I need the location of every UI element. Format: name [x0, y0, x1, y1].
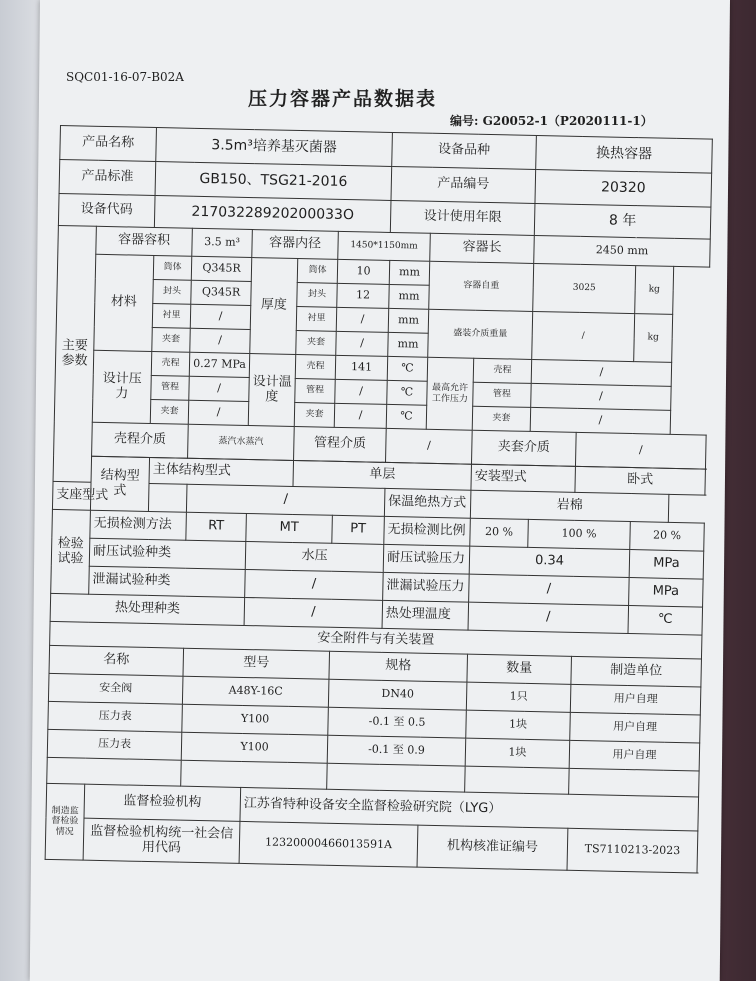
- value-standard: GB150、TSG21-2016: [155, 162, 392, 201]
- value-charge: /: [532, 311, 635, 361]
- label-leak-test-p: 泄漏试验压力: [383, 572, 470, 602]
- value-jacket-medium: /: [575, 432, 706, 469]
- safety-cell: Y100: [181, 732, 328, 763]
- ndt-ratio-1: 20 %: [470, 518, 529, 547]
- th-value: 10: [337, 259, 390, 284]
- label-press-test-p: 耐压试验压力: [383, 544, 470, 574]
- press-value: 0.27 MPa: [189, 352, 249, 377]
- temp-part: 管程: [295, 378, 335, 403]
- safety-cell: DN40: [328, 679, 467, 710]
- label-pressure: 设计压力: [92, 350, 152, 423]
- label-main-params: 主要参数: [53, 225, 96, 482]
- value-shell-medium: 蒸汽水蒸汽: [188, 424, 295, 460]
- value-main-type: 单层: [293, 460, 472, 490]
- safety-cell: 用户自理: [570, 712, 701, 743]
- unit-weight: kg: [635, 266, 674, 315]
- document-title: 压力容器产品数据表: [248, 88, 438, 110]
- safety-cell: Y100: [182, 704, 329, 735]
- value-press-test: 水压: [245, 541, 384, 572]
- th-part: 衬里: [296, 306, 336, 331]
- value-category: 换热容器: [536, 135, 713, 173]
- ndt-method-mt: MT: [246, 513, 333, 543]
- th-part: 夹套: [296, 330, 336, 355]
- label-charge: 盛装介质重量: [428, 309, 533, 359]
- label-weight: 容器自重: [429, 261, 534, 311]
- value-heat: /: [244, 597, 383, 628]
- value-code: 21703228920200033O: [154, 196, 391, 233]
- mat-part: 筒体: [153, 255, 191, 280]
- temp-unit: ℃: [387, 380, 427, 405]
- safety-cell: -0.1 至 0.5: [328, 707, 467, 738]
- label-install: 安装型式: [471, 464, 576, 492]
- unit-leak-test-p: MPa: [629, 578, 704, 608]
- label-thickness: 厚度: [250, 258, 298, 355]
- label-shell-medium: 壳程介质: [92, 422, 189, 458]
- unit-heat-temp: ℃: [628, 606, 703, 636]
- label-leak-test: 泄漏试验种类: [89, 566, 246, 597]
- label-standard: 产品标准: [59, 160, 156, 196]
- allow-value: /: [531, 383, 671, 410]
- serial-number: 编号: G20052-1（P2020111-1）: [450, 114, 653, 128]
- ndt-method-pt: PT: [332, 515, 385, 544]
- temp-unit: ℃: [387, 356, 427, 381]
- label-volume: 容器容积: [96, 226, 193, 256]
- label-support: 支座型式: [52, 481, 187, 512]
- value-cert: TS7110213-2023: [567, 828, 698, 873]
- mat-part: 夹套: [152, 327, 190, 352]
- th-unit: mm: [388, 332, 428, 357]
- safety-cell: 用户自理: [570, 684, 701, 715]
- label-agency: 监督检验机构: [84, 784, 241, 821]
- value-heat-temp: /: [468, 602, 629, 633]
- th-value: /: [336, 307, 389, 332]
- label-press-test: 耐压试验种类: [89, 538, 246, 569]
- unit-charge: kg: [634, 314, 673, 363]
- document-code: SQC01-16-07-B02A: [66, 70, 184, 84]
- press-part: 夹套: [150, 399, 188, 424]
- allow-part: 壳程: [473, 358, 531, 383]
- th-part: 封头: [297, 283, 337, 308]
- safety-cell: A48Y-16C: [182, 676, 329, 707]
- safety-cell: 安全阀: [48, 673, 183, 704]
- temp-part: 夹套: [294, 402, 334, 427]
- value-credit: 12320000466013591A: [239, 821, 418, 867]
- label-supervision: 制造监督检验情况: [45, 783, 85, 860]
- label-material: 材料: [94, 254, 154, 351]
- value-volume: 3.5 m³: [192, 228, 253, 257]
- value-diameter: 1450*1150mm: [338, 231, 431, 261]
- safety-header: 数量: [467, 654, 572, 684]
- ndt-ratio-2: 100 %: [528, 519, 631, 549]
- value-length: 2450 mm: [534, 235, 711, 267]
- value-weight: 3025: [533, 263, 636, 313]
- mat-value: Q345R: [191, 256, 251, 281]
- safety-cell: 压力表: [48, 701, 183, 732]
- allow-part: 管程: [473, 382, 531, 407]
- label-jacket-medium: 夹套介质: [472, 430, 577, 466]
- mat-part: 封头: [153, 279, 191, 304]
- label-structure: 结构型式: [90, 456, 149, 511]
- safety-header: 制造单位: [571, 656, 702, 687]
- value-insulation: 岩棉: [470, 490, 669, 522]
- safety-section-title: 安全附件与有关装置: [50, 621, 702, 659]
- label-ndt: 无损检测方法: [90, 510, 187, 540]
- ndt-ratio-3: 20 %: [630, 522, 705, 552]
- value-install: 卧式: [575, 466, 706, 495]
- value-tube-medium: /: [386, 428, 473, 464]
- allow-value: /: [531, 359, 671, 386]
- label-heat: 热处理种类: [50, 593, 245, 625]
- temp-value: /: [334, 403, 387, 428]
- th-unit: mm: [389, 260, 429, 285]
- label-insulation: 保温绝热方式: [384, 488, 471, 518]
- label-category: 设备品种: [392, 132, 537, 169]
- label-life: 设计使用年限: [390, 200, 535, 235]
- label-main-type: 主体结构型式: [149, 457, 294, 486]
- th-unit: mm: [389, 284, 429, 309]
- safety-header: 名称: [49, 645, 184, 676]
- press-part: 壳程: [151, 351, 189, 376]
- mat-value: Q345R: [191, 280, 251, 305]
- allow-value: /: [530, 407, 670, 434]
- value-life: 8 年: [534, 203, 711, 239]
- ndt-method-rt: RT: [186, 512, 247, 541]
- value-product-no: 20320: [535, 169, 712, 207]
- th-unit: mm: [388, 308, 428, 333]
- temp-part: 壳程: [295, 354, 335, 379]
- safety-cell: 1只: [466, 682, 571, 712]
- mat-value: /: [190, 304, 250, 329]
- label-heat-temp: 热处理温度: [382, 600, 469, 630]
- press-value: /: [189, 376, 249, 401]
- safety-cell: 1块: [465, 738, 570, 768]
- label-product-name: 产品名称: [60, 126, 157, 162]
- safety-cell: 用户自理: [569, 740, 700, 771]
- label-allow: 最高允许工作压力: [426, 357, 473, 430]
- value-leak-test: /: [245, 569, 384, 600]
- mat-value: /: [190, 328, 250, 353]
- label-temp: 设计温度: [248, 354, 295, 427]
- allow-part: 夹套: [472, 406, 530, 431]
- safety-header: 型号: [183, 648, 330, 679]
- th-value: 12: [337, 283, 390, 308]
- label-inspection: 检验试验: [51, 509, 91, 594]
- safety-cell: 1块: [466, 710, 571, 740]
- temp-unit: ℃: [386, 404, 426, 429]
- label-diameter: 容器内径: [252, 230, 339, 260]
- th-part: 筒体: [297, 259, 337, 284]
- temp-value: 141: [335, 355, 388, 380]
- value-leak-test-p: /: [469, 574, 630, 605]
- safety-header: 规格: [329, 651, 468, 682]
- value-press-test-p: 0.34: [469, 546, 630, 577]
- value-support: /: [186, 484, 385, 516]
- temp-value: /: [335, 379, 388, 404]
- label-code: 设备代码: [58, 193, 155, 227]
- safety-cell: 压力表: [47, 729, 182, 760]
- label-credit: 监督检验机构统一社会信用代码: [83, 818, 240, 863]
- safety-cell: -0.1 至 0.9: [327, 735, 466, 766]
- press-value: /: [188, 400, 248, 425]
- label-product-no: 产品编号: [391, 166, 536, 203]
- data-table: [45, 125, 713, 874]
- label-cert: 机构核准证编号: [417, 825, 568, 870]
- label-ndt-ratio: 无损检测比例: [384, 516, 471, 546]
- mat-part: 衬里: [152, 303, 190, 328]
- value-product-name: 3.5m³培养基灭菌器: [156, 128, 393, 167]
- value-agency: 江苏省特种设备安全监督检验研究院（LYG）: [240, 787, 699, 831]
- unit-press-test-p: MPa: [629, 550, 704, 580]
- label-tube-medium: 管程介质: [294, 426, 387, 462]
- press-part: 管程: [151, 375, 189, 400]
- label-length: 容器长: [430, 233, 535, 263]
- th-value: /: [336, 331, 389, 356]
